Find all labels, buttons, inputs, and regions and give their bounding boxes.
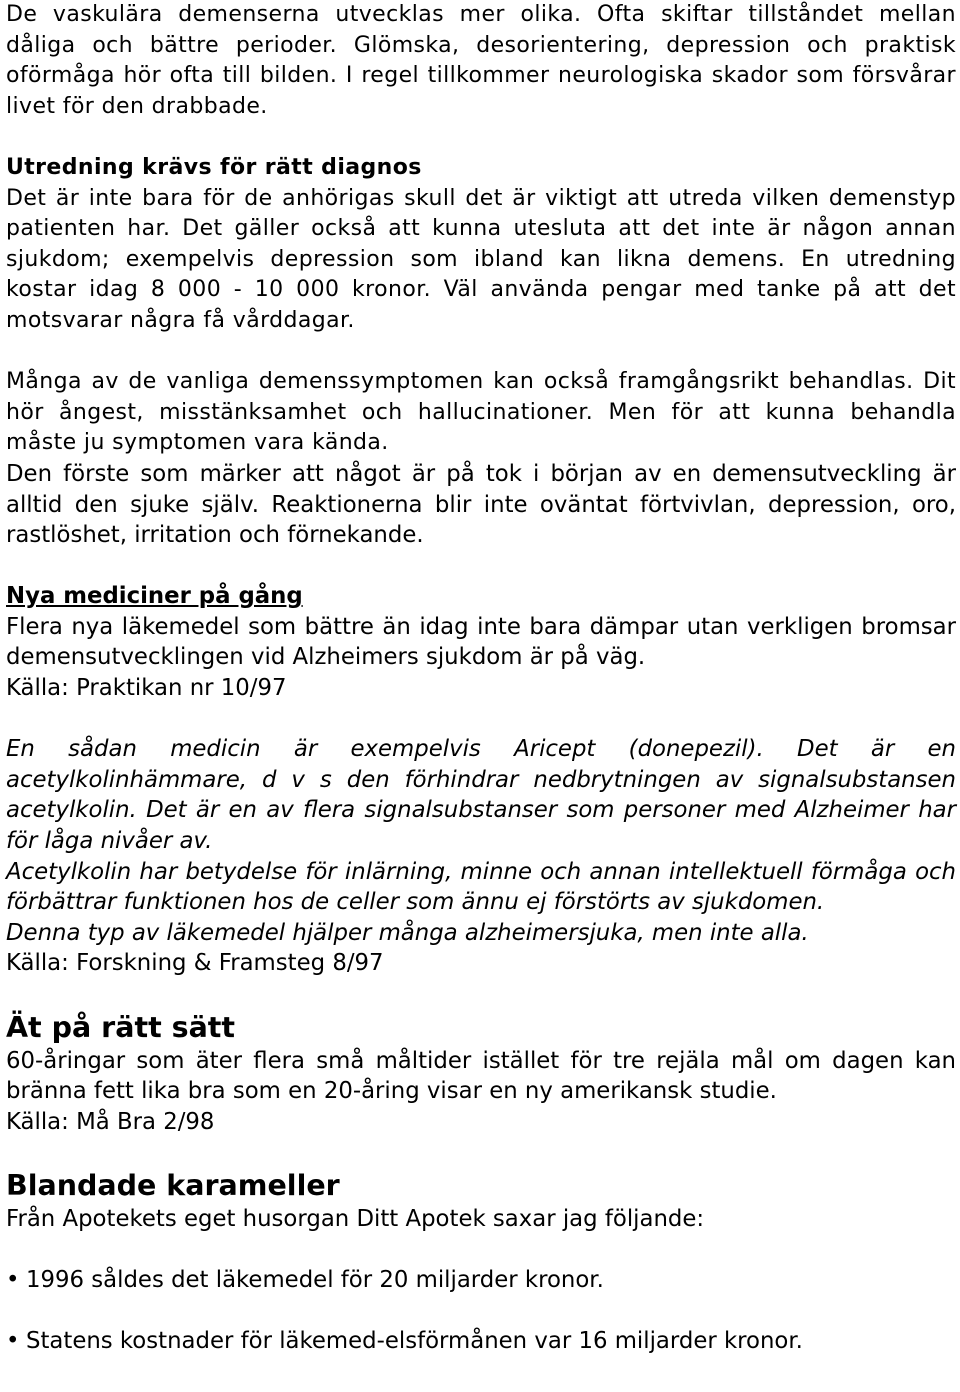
aricept-paragraph: En sådan medicin är exempelvis Aricept (donepezil). Det är en acetylkolinhämmare, d v s den förhindrar nedbrytningen av signalsubstansen acetylkolin. Det är en av flera signalsubstanser som personer med Alzheimer har för låga nivåer av. (6, 736, 956, 855)
list-item (6, 1265, 956, 1296)
document-page (6, 0, 956, 1356)
reaction-paragraph: Den förste som märker att något är på tok i början av en demensutveckling är alltid den sjuke själv. Reaktionerna blir inte oväntat förtvivlan, depression, oro, rastlöshet, irritation och förnekande. (6, 460, 956, 549)
intro-paragraph: De vaskulära demenserna utvecklas mer olika. Ofta skiftar tillståndet mellan dåliga och bättre perioder. Glömska, desorientering, depression och praktisk oförmåga hör ofta till bilden. I regel tillkommer neurologiska skador som försvårar livet för den drabbade. (6, 2, 956, 119)
bullet-icon: • (6, 1327, 20, 1354)
section-heading-karameller: Blandade karameller (6, 1168, 340, 1202)
section-heading-ata: Ät på rätt sätt (6, 1010, 236, 1044)
section-heading-utredning: Utredning krävs för rätt diagnos (6, 154, 422, 180)
bullet-list (6, 1265, 956, 1356)
list-item-text: Statens kostnader för läkemed-elsförmånen var 16 miljarder kronor. (26, 1327, 803, 1354)
spacer (6, 337, 956, 368)
spacer (6, 551, 956, 582)
source-citation: Källa: Praktikan nr 10/97 (6, 675, 287, 702)
section-heading-mediciner: Nya mediciner på gång (6, 583, 303, 610)
spacer (6, 979, 956, 1010)
spacer (6, 704, 956, 735)
spacer (6, 1235, 956, 1266)
spacer (6, 1137, 956, 1168)
source-citation: Källa: Forskning & Framsteg 8/97 (6, 950, 384, 977)
source-citation: Källa: Må Bra 2/98 (6, 1108, 215, 1135)
spacer (6, 1296, 956, 1326)
lakemedel-paragraph: Denna typ av läkemedel hjälper många alzheimersjuka, men inte alla. (6, 919, 809, 946)
bullet-icon: • (6, 1267, 20, 1294)
symptom-paragraph: Många av de vanliga demenssymptomen kan också framgångsrikt behandlas. Dit hör ångest, misstänksamhet och hallucinationer. Men för att kunna behandla måste ju symptomen vara kända. (6, 369, 956, 456)
list-item (6, 1326, 956, 1357)
spacer (6, 122, 956, 153)
ata-paragraph: 60-åringar som äter flera små måltider istället för tre rejäla mål om dagen kan bränna fett lika bra som en 20-åring visar en ny amerikansk studie. (6, 1047, 956, 1105)
mediciner-paragraph: Flera nya läkemedel som bättre än idag inte bara dämpar utan verkligen bromsar demensutvecklingen vid Alzheimers sjukdom är på väg. (6, 613, 956, 671)
utredning-paragraph: Det är inte bara för de anhörigas skull det är viktigt att utreda vilken demenstyp patienten har. Det gäller också att kunna utesluta att det inte är någon annan sjukdom; exempelvis depression som ibland kan likna demens. En utredning kostar idag 8 000 - 10 000 kronor. Väl använda pengar med tanke på att det motsvarar några få vårddagar. (6, 185, 956, 333)
list-item-text: 1996 såldes det läkemedel för 20 miljarder kronor. (26, 1267, 604, 1294)
karameller-paragraph: Från Apotekets eget husorgan Ditt Apotek saxar jag följande: (6, 1205, 705, 1232)
acetylkolin-paragraph: Acetylkolin har betydelse för inlärning, minne och annan intellektuell förmåga och förbättrar funktionen hos de celler som ännu ej förstörts av sjukdomen. (6, 858, 956, 916)
